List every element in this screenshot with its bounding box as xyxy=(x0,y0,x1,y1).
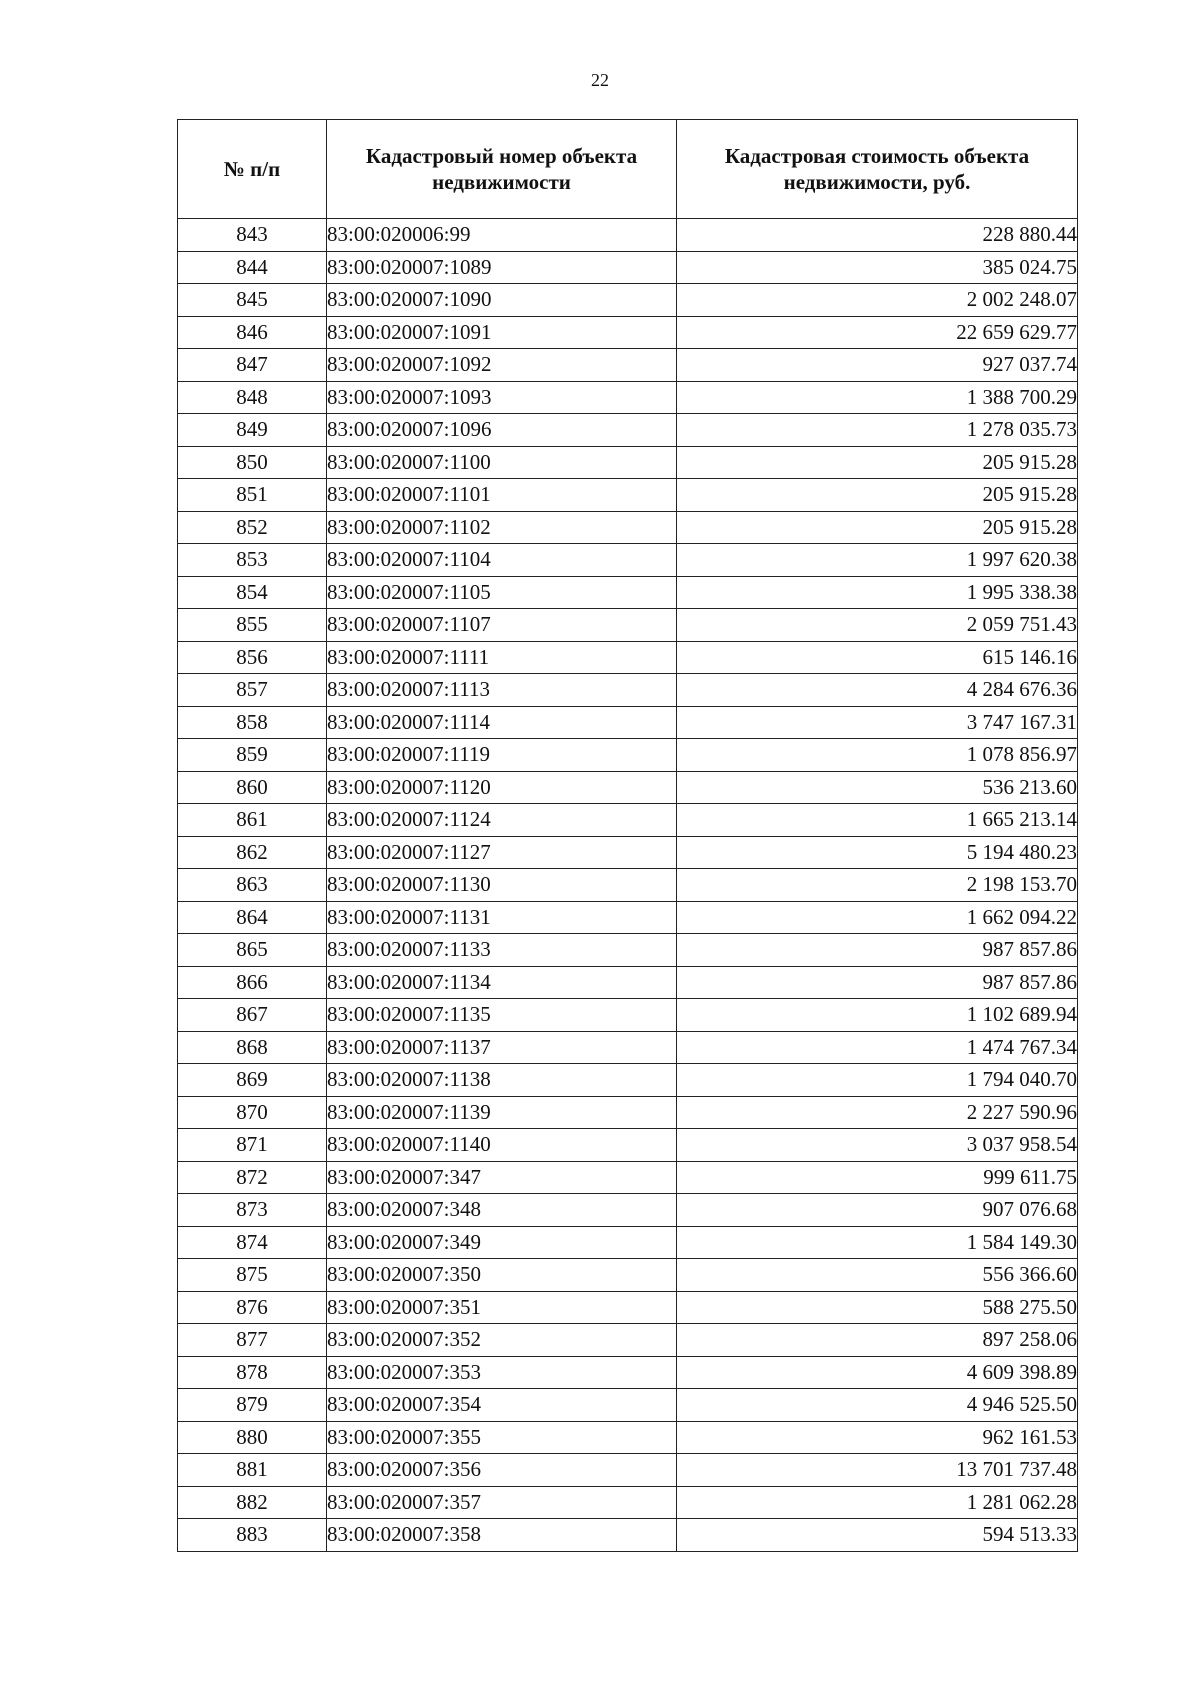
row-number-cell: 858 xyxy=(178,706,327,739)
cadastral-value-cell: 962 161.53 xyxy=(677,1421,1078,1454)
table-row xyxy=(178,284,1078,317)
cadastral-value-cell: 999 611.75 xyxy=(677,1161,1078,1194)
cadastral-value-cell: 1 388 700.29 xyxy=(677,381,1078,414)
table-row xyxy=(178,381,1078,414)
cadastral-value-cell: 3 747 167.31 xyxy=(677,706,1078,739)
row-number-cell: 845 xyxy=(178,284,327,317)
row-number-cell: 866 xyxy=(178,966,327,999)
cadastral-number-cell: 83:00:020007:1102 xyxy=(327,511,677,544)
row-number-cell: 862 xyxy=(178,836,327,869)
cadastral-number-cell: 83:00:020007:350 xyxy=(327,1259,677,1292)
cadastral-value-cell: 1 995 338.38 xyxy=(677,576,1078,609)
cadastral-number-cell: 83:00:020007:1113 xyxy=(327,674,677,707)
row-number-cell: 843 xyxy=(178,219,327,252)
table-row xyxy=(178,1161,1078,1194)
table-row xyxy=(178,349,1078,382)
cadastral-number-cell: 83:00:020007:1127 xyxy=(327,836,677,869)
cadastral-number-cell: 83:00:020007:1139 xyxy=(327,1096,677,1129)
cadastral-number-cell: 83:00:020007:1140 xyxy=(327,1129,677,1162)
table-row xyxy=(178,1356,1078,1389)
row-number-cell: 876 xyxy=(178,1291,327,1324)
row-number-cell: 859 xyxy=(178,739,327,772)
cadastral-value-cell: 5 194 480.23 xyxy=(677,836,1078,869)
cadastral-number-cell: 83:00:020007:1107 xyxy=(327,609,677,642)
cadastral-number-cell: 83:00:020007:1119 xyxy=(327,739,677,772)
table-row xyxy=(178,1389,1078,1422)
cadastral-number-cell: 83:00:020007:1114 xyxy=(327,706,677,739)
table-row xyxy=(178,966,1078,999)
table-row xyxy=(178,706,1078,739)
row-number-cell: 854 xyxy=(178,576,327,609)
row-number-cell: 867 xyxy=(178,999,327,1032)
table-row xyxy=(178,609,1078,642)
cadastral-number-cell: 83:00:020007:356 xyxy=(327,1454,677,1487)
table-row xyxy=(178,544,1078,577)
cadastral-number-cell: 83:00:020007:351 xyxy=(327,1291,677,1324)
cadastral-number-cell: 83:00:020007:1137 xyxy=(327,1031,677,1064)
table-row xyxy=(178,446,1078,479)
cadastral-value-cell: 1 078 856.97 xyxy=(677,739,1078,772)
row-number-cell: 874 xyxy=(178,1226,327,1259)
table-body xyxy=(178,219,1078,1552)
row-number-cell: 871 xyxy=(178,1129,327,1162)
cadastral-number-cell: 83:00:020006:99 xyxy=(327,219,677,252)
cadastral-number-cell: 83:00:020007:1101 xyxy=(327,479,677,512)
cadastral-value-cell: 1 102 689.94 xyxy=(677,999,1078,1032)
table-row xyxy=(178,251,1078,284)
row-number-cell: 870 xyxy=(178,1096,327,1129)
row-number-cell: 849 xyxy=(178,414,327,447)
cadastral-value-cell: 205 915.28 xyxy=(677,479,1078,512)
cadastral-number-cell: 83:00:020007:353 xyxy=(327,1356,677,1389)
cadastral-value-cell: 1 665 213.14 xyxy=(677,804,1078,837)
row-number-cell: 846 xyxy=(178,316,327,349)
cadastral-value-cell: 588 275.50 xyxy=(677,1291,1078,1324)
cadastral-value-cell: 22 659 629.77 xyxy=(677,316,1078,349)
table-row xyxy=(178,869,1078,902)
header-cadastral-number: Кадастровый номер объекта недвижимости xyxy=(327,120,677,219)
cadastral-value-cell: 2 227 590.96 xyxy=(677,1096,1078,1129)
cadastral-value-cell: 1 474 767.34 xyxy=(677,1031,1078,1064)
table-row xyxy=(178,804,1078,837)
cadastral-value-cell: 987 857.86 xyxy=(677,934,1078,967)
cadastral-value-cell: 13 701 737.48 xyxy=(677,1454,1078,1487)
row-number-cell: 873 xyxy=(178,1194,327,1227)
table-row xyxy=(178,674,1078,707)
page-number: 22 xyxy=(591,70,609,90)
cadastral-value-cell: 228 880.44 xyxy=(677,219,1078,252)
row-number-cell: 872 xyxy=(178,1161,327,1194)
cadastral-number-cell: 83:00:020007:1135 xyxy=(327,999,677,1032)
cadastral-number-cell: 83:00:020007:1089 xyxy=(327,251,677,284)
table-header-row xyxy=(178,120,1078,219)
row-number-cell: 881 xyxy=(178,1454,327,1487)
table-row xyxy=(178,1031,1078,1064)
cadastral-value-cell: 3 037 958.54 xyxy=(677,1129,1078,1162)
header-row-number: № п/п xyxy=(178,120,327,219)
cadastral-value-cell: 1 662 094.22 xyxy=(677,901,1078,934)
table-row xyxy=(178,836,1078,869)
cadastral-number-cell: 83:00:020007:347 xyxy=(327,1161,677,1194)
table-row xyxy=(178,479,1078,512)
row-number-cell: 847 xyxy=(178,349,327,382)
cadastral-value-cell: 536 213.60 xyxy=(677,771,1078,804)
cadastral-value-cell: 4 284 676.36 xyxy=(677,674,1078,707)
cadastral-number-cell: 83:00:020007:358 xyxy=(327,1519,677,1552)
cadastral-value-table xyxy=(177,119,1078,1552)
row-number-cell: 861 xyxy=(178,804,327,837)
cadastral-number-cell: 83:00:020007:1111 xyxy=(327,641,677,674)
cadastral-value-cell: 2 198 153.70 xyxy=(677,869,1078,902)
table-row xyxy=(178,999,1078,1032)
cadastral-value-cell: 927 037.74 xyxy=(677,349,1078,382)
cadastral-number-cell: 83:00:020007:354 xyxy=(327,1389,677,1422)
table-row xyxy=(178,1096,1078,1129)
cadastral-value-cell: 385 024.75 xyxy=(677,251,1078,284)
table-row xyxy=(178,316,1078,349)
cadastral-value-cell: 1 584 149.30 xyxy=(677,1226,1078,1259)
table-row xyxy=(178,934,1078,967)
cadastral-number-cell: 83:00:020007:1120 xyxy=(327,771,677,804)
row-number-cell: 883 xyxy=(178,1519,327,1552)
table-row xyxy=(178,1259,1078,1292)
cadastral-number-cell: 83:00:020007:1138 xyxy=(327,1064,677,1097)
row-number-cell: 869 xyxy=(178,1064,327,1097)
cadastral-value-cell: 1 794 040.70 xyxy=(677,1064,1078,1097)
row-number-cell: 852 xyxy=(178,511,327,544)
table-row xyxy=(178,1129,1078,1162)
cadastral-number-cell: 83:00:020007:1130 xyxy=(327,869,677,902)
table-row xyxy=(178,1421,1078,1454)
cadastral-number-cell: 83:00:020007:357 xyxy=(327,1486,677,1519)
cadastral-number-cell: 83:00:020007:355 xyxy=(327,1421,677,1454)
cadastral-value-cell: 205 915.28 xyxy=(677,511,1078,544)
table-row xyxy=(178,771,1078,804)
cadastral-value-cell: 1 281 062.28 xyxy=(677,1486,1078,1519)
row-number-cell: 863 xyxy=(178,869,327,902)
cadastral-value-cell: 556 366.60 xyxy=(677,1259,1078,1292)
row-number-cell: 875 xyxy=(178,1259,327,1292)
table-row xyxy=(178,414,1078,447)
cadastral-number-cell: 83:00:020007:1133 xyxy=(327,934,677,967)
table-row xyxy=(178,1291,1078,1324)
table-row xyxy=(178,1454,1078,1487)
table-row xyxy=(178,1064,1078,1097)
table-row xyxy=(178,1324,1078,1357)
cadastral-number-cell: 83:00:020007:1124 xyxy=(327,804,677,837)
row-number-cell: 877 xyxy=(178,1324,327,1357)
table-row xyxy=(178,1194,1078,1227)
row-number-cell: 850 xyxy=(178,446,327,479)
row-number-cell: 882 xyxy=(178,1486,327,1519)
cadastral-value-cell: 2 002 248.07 xyxy=(677,284,1078,317)
cadastral-number-cell: 83:00:020007:1104 xyxy=(327,544,677,577)
cadastral-value-cell: 897 258.06 xyxy=(677,1324,1078,1357)
row-number-cell: 856 xyxy=(178,641,327,674)
row-number-cell: 857 xyxy=(178,674,327,707)
table-row xyxy=(178,1226,1078,1259)
cadastral-value-cell: 2 059 751.43 xyxy=(677,609,1078,642)
table-row xyxy=(178,901,1078,934)
row-number-cell: 868 xyxy=(178,1031,327,1064)
row-number-cell: 853 xyxy=(178,544,327,577)
cadastral-number-cell: 83:00:020007:1092 xyxy=(327,349,677,382)
row-number-cell: 864 xyxy=(178,901,327,934)
row-number-cell: 844 xyxy=(178,251,327,284)
cadastral-number-cell: 83:00:020007:1131 xyxy=(327,901,677,934)
header-cadastral-value: Кадастровая стоимость объекта недвижимости, руб. xyxy=(677,120,1078,219)
row-number-cell: 880 xyxy=(178,1421,327,1454)
cadastral-number-cell: 83:00:020007:1105 xyxy=(327,576,677,609)
row-number-cell: 879 xyxy=(178,1389,327,1422)
table-row xyxy=(178,739,1078,772)
table-row xyxy=(178,641,1078,674)
cadastral-number-cell: 83:00:020007:1100 xyxy=(327,446,677,479)
cadastral-number-cell: 83:00:020007:352 xyxy=(327,1324,677,1357)
row-number-cell: 848 xyxy=(178,381,327,414)
cadastral-value-cell: 1 278 035.73 xyxy=(677,414,1078,447)
cadastral-number-cell: 83:00:020007:1091 xyxy=(327,316,677,349)
cadastral-value-cell: 1 997 620.38 xyxy=(677,544,1078,577)
cadastral-value-cell: 615 146.16 xyxy=(677,641,1078,674)
row-number-cell: 851 xyxy=(178,479,327,512)
cadastral-value-cell: 907 076.68 xyxy=(677,1194,1078,1227)
table-row xyxy=(178,576,1078,609)
cadastral-number-cell: 83:00:020007:348 xyxy=(327,1194,677,1227)
row-number-cell: 860 xyxy=(178,771,327,804)
cadastral-value-cell: 205 915.28 xyxy=(677,446,1078,479)
cadastral-value-cell: 4 609 398.89 xyxy=(677,1356,1078,1389)
cadastral-number-cell: 83:00:020007:1090 xyxy=(327,284,677,317)
table-row xyxy=(178,1486,1078,1519)
cadastral-number-cell: 83:00:020007:349 xyxy=(327,1226,677,1259)
table-row xyxy=(178,219,1078,252)
table-row xyxy=(178,1519,1078,1552)
cadastral-value-cell: 594 513.33 xyxy=(677,1519,1078,1552)
cadastral-number-cell: 83:00:020007:1134 xyxy=(327,966,677,999)
cadastral-number-cell: 83:00:020007:1096 xyxy=(327,414,677,447)
row-number-cell: 878 xyxy=(178,1356,327,1389)
row-number-cell: 865 xyxy=(178,934,327,967)
cadastral-number-cell: 83:00:020007:1093 xyxy=(327,381,677,414)
cadastral-value-cell: 987 857.86 xyxy=(677,966,1078,999)
row-number-cell: 855 xyxy=(178,609,327,642)
table-row xyxy=(178,511,1078,544)
cadastral-value-cell: 4 946 525.50 xyxy=(677,1389,1078,1422)
